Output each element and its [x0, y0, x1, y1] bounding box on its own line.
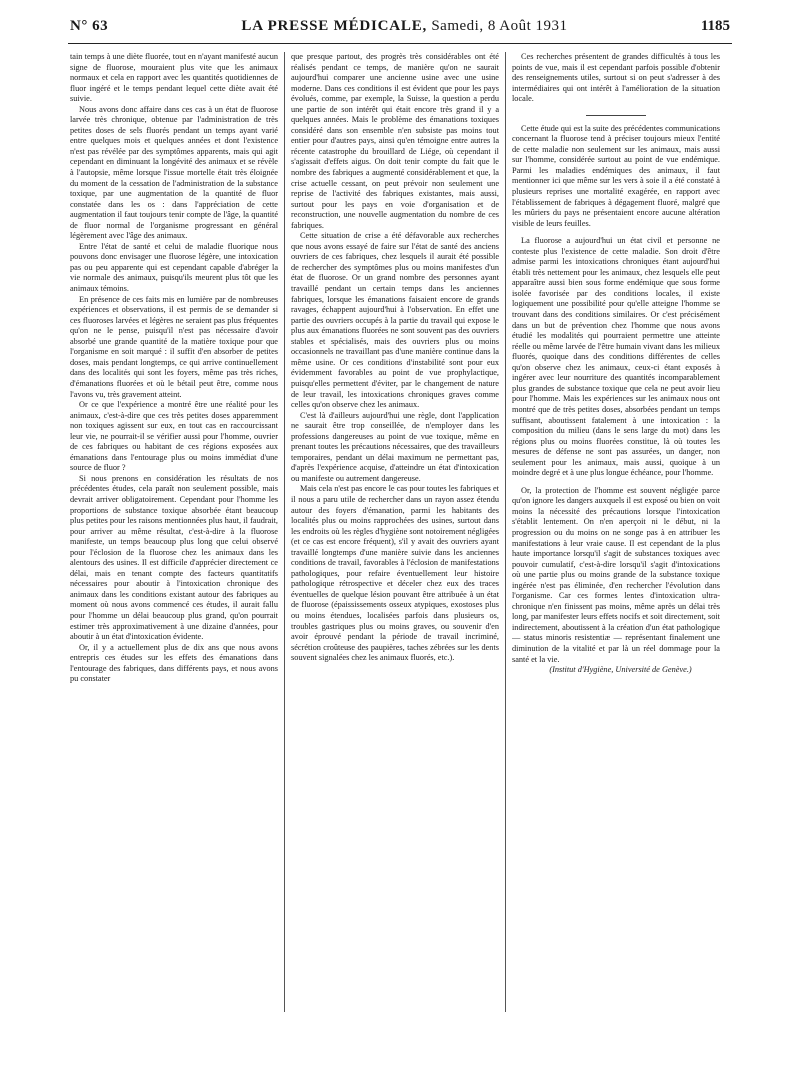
column-3 — [512, 52, 720, 1067]
page-number: 1185 — [700, 17, 730, 34]
running-header — [70, 10, 730, 42]
paragraph: Cette étude qui est la suite des précédentes communications concernant la fluorose tend à préciser toujours mieux l'entité de cette maladie non seulement sur les animaux, mais aussi sur l'homme, considérée surtout au point de vue endémique. Parmi les maladies endémiques des animaux, il faut mentionner ici que même sur les vers à soie il a été constaté à plusieurs reprises une mortalité exagérée, en rapport avec l'établissement de fabriques à dégagement fluoré, malgré que les mûriers du pays ne présentaient encore aucune altération visible de leurs feuilles. — [512, 123, 720, 228]
paragraph: Mais cela n'est pas encore le cas pour toutes les fabriques et il nous a paru utile de rechercher dans un rayon assez étendu autour des foyers d'émanation, parmi les habitants des localités plus ou moins rapprochées des usines, surtout dans les endroits où les règles d'hygiène sont notoirement négligées (et ce cas est encore fréquent), s'il y avait des ouvriers ayant travaillé longtemps d'une manière suivie dans les anciennes conditions de travail, favorables à l'éclosion de manifestations pathologiques, pour refaire éventuellement leur histoire pathologique rétrospective et déceler chez eux des traces éventuelles de quelque lésion pouvant être attribuée à un état de fluorose (épaississements osseux atypiques, exostoses plus ou moins étendues, localisées parfois dans plusieurs os, troubles gastriques plus ou moins graves, ou souvenir d'en avoir éprouvé pendant la période de travail incriminé, sécrétion croûteuse des paupières, taches zébrées sur les dents souvent signalées chez les animaux fluorés, etc.). — [291, 484, 499, 663]
paragraph: Entre l'état de santé et celui de maladie fluorique nous pouvons donc envisager une fluorose légère, une intoxication pas ou peu apparente qui est cependant capable d'abréger la vie normale des animaux, puisqu'ils meurent plus tôt que les animaux témoins. — [70, 241, 278, 294]
column-2 — [291, 52, 499, 1067]
issue-date: Samedi, 8 Août 1931 — [431, 17, 568, 34]
column-divider-1 — [284, 52, 285, 1012]
paragraph: La fluorose a aujourd'hui un état civil et personne ne conteste plus l'existence de cette maladie. Son droit d'être admise parmi les intoxications chroniques étant aujourd'hui établi très nettement pour les animaux, chez lesquels elle peut apparaître aussi bien sous forme endémique que sous forme isolée favorisée par des conditions locales, il existe logiquement une possibilité pour qu'elle atteigne l'homme se trouvant dans des conditions similaires. Or c'est précisément dans un but de prévention chez l'homme que nous avons étudié les modalités qui pourraient permettre une atteinte réelle ou même larvée de l'être humain vivant dans les milieux fluorés, quoique dans des conditions différentes de celles qu'on observe chez les animaux, ceux-ci étant exposés à ingérer avec leur nourriture des quantités incomparablement plus grandes de substance toxique que cela ne peut avoir lieu pour l'homme. Mais les expériences sur les animaux nous ont montré que de très petites doses, absorbées pendant un temps suffisant, aboutissent fatalement à une intoxication : la composition du milieu (dans le sens large du mot) dans les régions plus ou moins fluorées constitue, là où toutes les mesures de défense ne sont pas assurées, un danger, non seulement pour les animaux, mais aussi, quoique à un moindre degré et à une plus longue échéance, pour l'homme. — [512, 236, 720, 478]
author-affiliation: (Institut d'Hygiène, Université de Genève.) — [549, 665, 692, 675]
paragraph: C'est là d'ailleurs aujourd'hui une règle, dont l'application ne saurait être trop conseillée, de n'employer dans les professions dangereuses au point de vue toxique, même en prenant toutes les précautions nécessaires, que des travailleurs temporaires, pendant un délai maximum ne permettant pas, d'après l'expérience acquise, d'atteindre un état d'intoxication ou manifeste ou autrement dangereuse. — [291, 410, 499, 483]
paragraph: Nous avons donc affaire dans ces cas à un état de fluorose larvée très chronique, obtenue par l'administration de très petites doses de sels fluorés pendant un temps ayant varié entre quelques mois et quelques années et dont l'existence n'est pas révélée par des symptômes apparents, mais qui agit cependant en diminuant la longévité des animaux et se révèle à l'autopsie, même lorsque l'issue mortelle était très éloignée du moment de la cessation de l'administration de la substance toxique, par une augmentation de la quantité de fluor constatée dans les os : dans l'appréciation de cette augmentation il faut toujours tenir compte de l'âge, la quantité de fluor normal de l'organisme progressant en général légèrement avec l'âge des animaux. — [70, 104, 278, 241]
section-separator — [586, 115, 646, 116]
paragraph: Si nous prenons en considération les résultats de nos précédentes études, cela paraît non seulement possible, mais devrait arriver obligatoirement. Cependant pour l'homme les proportions de substance toxique absorbée étant beaucoup plus petites pour les raisons mentionnées plus haut, il faudrait, pour arriver au même résultat, c'est-à-dire à la fluorose manifeste, un temps beaucoup plus long que celui observé pour l'éclosion de la fluorose chez les animaux dans les alentours des usines. Il est difficile d'apprécier directement ce délai, mais en tenant compte des facteurs quantitatifs nécessaires pour aboutir à l'intoxication chronique des animaux dans les conditions existant autour des fabriques au moment où nous avons commencé ces études, il aurait fallu pour l'homme un délai beaucoup plus grand, qu'on pourrait estimer très approximativement à une dizaine d'années, pour aboutir à un état d'intoxication évidente. — [70, 473, 278, 642]
paragraph: tain temps à une diète fluorée, tout en n'ayant manifesté aucun signe de fluorose, mouraient plus vite que les animaux normaux et cela en rapport avec les quantités quotidiennes de fluor ingéré et le temps pendant lequel cette diète avait été suivie. — [70, 52, 278, 104]
issue-number: N° 63 — [70, 17, 109, 34]
journal-line — [241, 18, 567, 35]
column-divider-2 — [505, 52, 506, 1012]
journal-name: LA PRESSE MÉDICALE, — [241, 17, 428, 34]
paragraph: Or, il y a actuellement plus de dix ans que nous avons entrepris ces études sur les effets des émanations dans l'entourage des fabriques, dans différents pays, et nous avons pu constater — [70, 642, 278, 684]
paragraph: que presque partout, des progrès très considérables ont été réalisés pendant ce temps, de manière qu'on ne saurait aujourd'hui comparer une ancienne usine avec une usine moderne. Dans ces conditions il est évident que pour les pays évolués, comme, par exemple, la Suisse, la question a perdu une partie de son intérêt qui était encore très grand il y a quelques années. Mais le problème des émanations toxiques considéré dans son ensemble n'en subsiste pas moins tout entier pour d'autres pays, ainsi qu'en témoigne entre autres la récente catastrophe du brouillard de Liége, où cependant il s'agissait d'effets aigus. On doit tenir compte du fait que le nombre des fabriques a augmenté considérablement et que, la crise actuelle cessant, on peut prévoir non seulement une reprise de l'activité des fabriques existantes, mais aussi, surtout pour les pays en voie d'organisation et de reconstruction, une nouvelle augmentation du nombre de ces fabriques. — [291, 52, 499, 230]
header-rule — [68, 43, 732, 44]
paragraph: En présence de ces faits mis en lumière par de nombreuses expériences et observations, il est permis de se demander si ces fluoroses larvées et légères ne seraient pas plus fréquentes qu'on ne le pense, puisqu'il n'est pas nécessaire d'avoir absorbé une grande quantité de la matière toxique pour que l'organisme en soit marqué : il suffit d'en absorber de petites doses, mais pendant longtemps, ce qui arrive continuellement dans des localités qui sont les foyers, même pas très riches, d'émanations fluorées et où le bétail peut être, comme nous l'avons vu, très gravement atteint. — [70, 294, 278, 399]
paragraph: Or, la protection de l'homme est souvent négligée parce qu'on ignore les dangers auxquels il est exposé ou bien on voit moins la nécessité des précautions lorsque l'intoxication s'établit lentement. On n'en aperçoit ni le début, ni la progression ou du moins on ne songe pas à en attribuer les manifestations à leur vraie cause. Il est cependant de la plus haute importance lorsqu'il s'agit de substances toxiques avec pouvoir cumulatif, c'est-à-dire lorsqu'il s'agit d'intoxications où une partie plus ou moins grande de la substance toxique ingérée n'est pas éliminée, d'en rechercher l'évolution dans l'organisme. Car ces formes lentes d'intoxication ultra-chronique n'en finissent pas moins, même après un délai très long, par manifester leurs effets nocifs et soit directement, soit indirectement, aboutissent à la création d'un état pathologique — status minoris resistentiæ — représentant finalement une diminution de la vitalité et par là un réel dommage pour la santé et la vie. — [512, 485, 720, 664]
paragraph: Cette situation de crise a été défavorable aux recherches que nous avons essayé de faire sur l'état de santé des anciens ouvriers de ces fabriques, chez lesquels il aurait été possible de rechercher des symptômes plus ou moins manifestes d'un état de fluorose. Or un grand nombre des personnes ayant travaillé pendant un certain temps dans les anciennes fabriques, lorsque les émanations faisaient encore de grands ravages, échappent aujourd'hui à l'observation. En effet une partie des ouvriers occupés à la partie du travail qui expose le plus aux émanations fluorées ne sont souvent pas des ouvriers stables et spécialisés, mais des ouvriers plus ou moins occasionnels ne travaillant pas d'une manière continue dans la même usine. Or ces conditions d'instabilité sont pour eux évidemment favorables au point de vue prophylactique, puisqu'elles permettent d'éviter, par le changement de nature de leur travail, les intoxications chroniques graves comme celles qu'on observe chez les animaux. — [291, 231, 499, 410]
paragraph: Ces recherches présentent de grandes difficultés à tous les points de vue, mais il est cependant parfois possible d'obtenir des renseignements utiles, surtout si on peut s'adresser à des intermédiaires qui ont intérêt à l'amélioration de la situation locale. — [512, 52, 720, 104]
paragraph: Or ce que l'expérience a montré être une réalité pour les animaux, c'est-à-dire que ces très petites doses apparemment non toxiques agissent sur eux, en tout cas en raccourcissant leur vie, ne pourrait-il se vérifier aussi pour l'homme, ouvrier de ces fabriques ou habitant de ces régions exposées aux émanations dans l'entourage plus ou moins immédiat d'une source de fluor ? — [70, 400, 278, 473]
column-1 — [70, 52, 278, 1067]
